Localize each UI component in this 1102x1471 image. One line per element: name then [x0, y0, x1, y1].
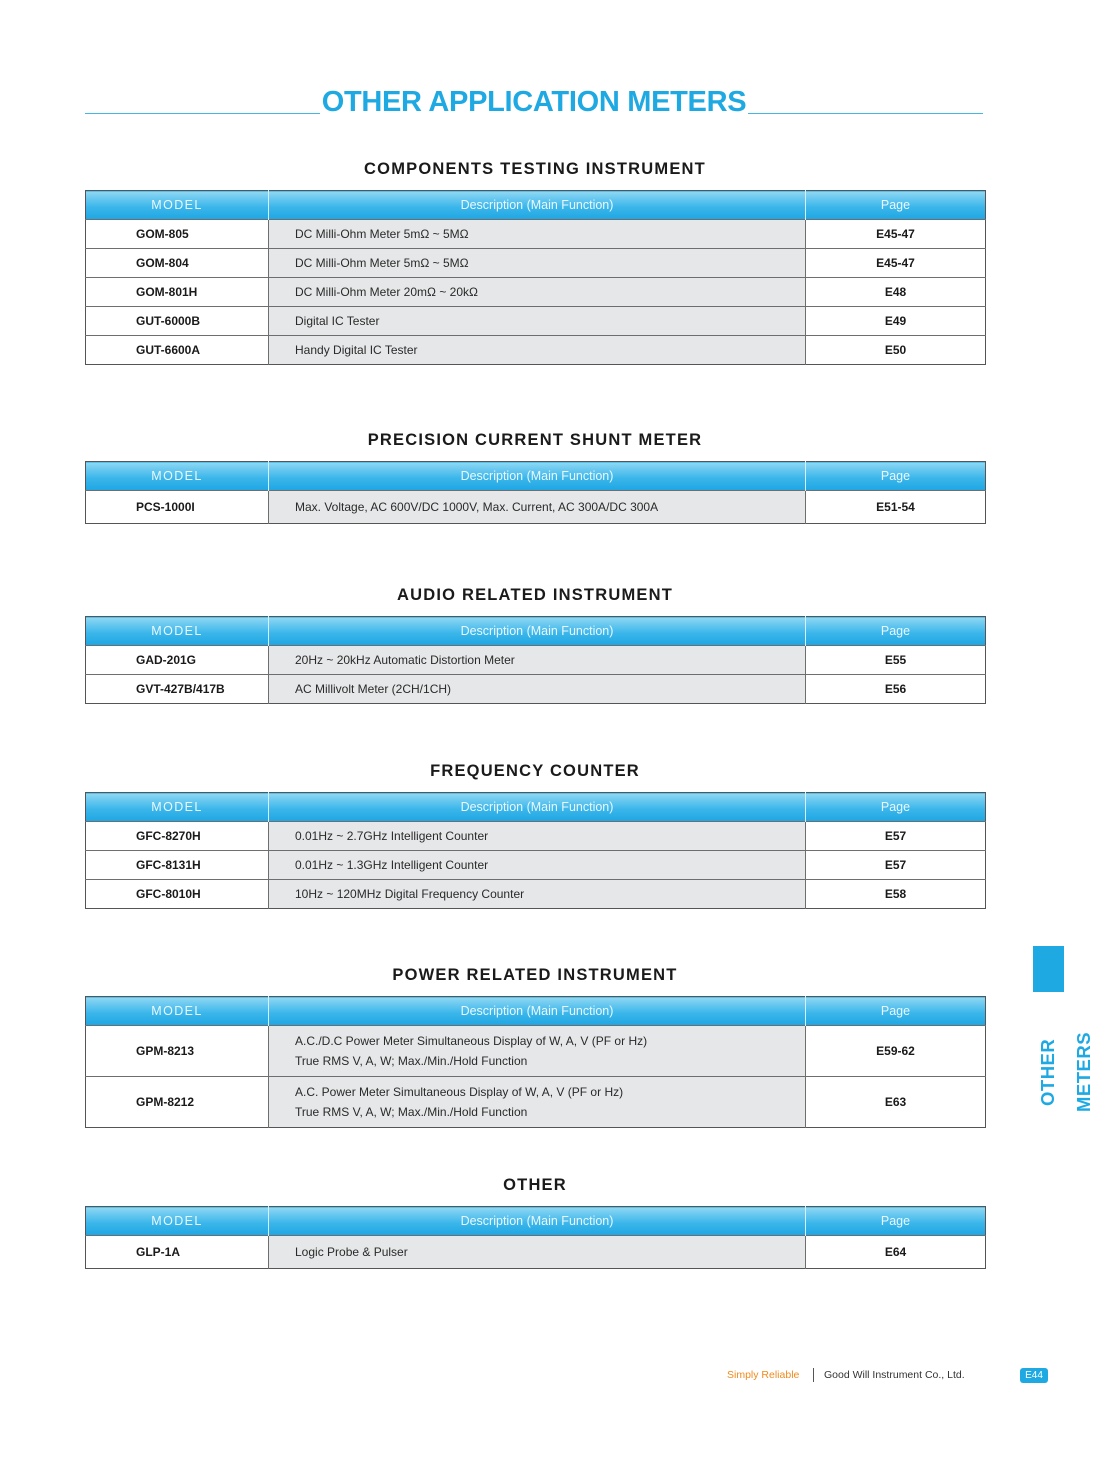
- table-row: [86, 1077, 986, 1128]
- header-description: Description (Main Function): [269, 793, 806, 822]
- header-model: MODEL: [86, 462, 269, 491]
- header-description: Description (Main Function): [269, 997, 806, 1026]
- header-page: Page: [806, 462, 986, 491]
- description-line: True RMS V, A, W; Max./Min./Hold Function: [295, 1105, 528, 1119]
- section-title: OTHER: [503, 1176, 567, 1194]
- page-cell: E64: [806, 1236, 986, 1269]
- section-power-related: [85, 964, 985, 1128]
- side-tab-marker: [1033, 946, 1064, 992]
- description-cell: Handy Digital IC Tester: [269, 336, 806, 365]
- header-model: MODEL: [86, 617, 269, 646]
- page-cell: E45-47: [806, 249, 986, 278]
- table-row: [86, 491, 986, 524]
- description-cell: [269, 1026, 806, 1077]
- description-cell: [269, 1077, 806, 1128]
- model-cell: GPM-8212: [86, 1077, 269, 1128]
- description-line: A.C. Power Meter Simultaneous Display of W, A, V (PF or Hz): [295, 1085, 624, 1099]
- table-row: [86, 880, 986, 909]
- section-components-testing: [85, 158, 985, 365]
- table-header-row: [86, 997, 986, 1026]
- spec-table: [85, 616, 986, 704]
- page-cell: E45-47: [806, 220, 986, 249]
- description-cell: 20Hz ~ 20kHz Automatic Distortion Meter: [269, 646, 806, 675]
- header-page: Page: [806, 617, 986, 646]
- header-page: Page: [806, 1207, 986, 1236]
- description-cell: DC Milli-Ohm Meter 5mΩ ~ 5MΩ: [269, 220, 806, 249]
- spec-table: [85, 190, 986, 365]
- description-cell: Max. Voltage, AC 600V/DC 1000V, Max. Current, AC 300A/DC 300A: [269, 491, 806, 524]
- section-precision-current-shunt: [85, 429, 985, 524]
- table-header-row: [86, 191, 986, 220]
- table-row: [86, 220, 986, 249]
- page-cell: E55: [806, 646, 986, 675]
- footer-company: Good Will Instrument Co., Ltd.: [824, 1369, 965, 1381]
- table-row: [86, 646, 986, 675]
- model-cell: GAD-201G: [86, 646, 269, 675]
- header-description: Description (Main Function): [269, 462, 806, 491]
- spec-table: [85, 792, 986, 909]
- table-row: [86, 1026, 986, 1077]
- model-cell: GFC-8010H: [86, 880, 269, 909]
- footer-slogan: Simply Reliable: [727, 1369, 800, 1381]
- table-row: [86, 249, 986, 278]
- description-cell: 10Hz ~ 120MHz Digital Frequency Counter: [269, 880, 806, 909]
- model-cell: GOM-805: [86, 220, 269, 249]
- section-audio-related: [85, 584, 985, 704]
- model-cell: GVT-427B/417B: [86, 675, 269, 704]
- page-cell: E57: [806, 822, 986, 851]
- table-header-row: [86, 617, 986, 646]
- description-cell: DC Milli-Ohm Meter 20mΩ ~ 20kΩ: [269, 278, 806, 307]
- description-cell: AC Millivolt Meter (2CH/1CH): [269, 675, 806, 704]
- page-cell: E50: [806, 336, 986, 365]
- model-cell: GUT-6600A: [86, 336, 269, 365]
- header-page: Page: [806, 793, 986, 822]
- section-title: COMPONENTS TESTING INSTRUMENT: [364, 160, 706, 178]
- header-description: Description (Main Function): [269, 191, 806, 220]
- model-cell: GUT-6000B: [86, 307, 269, 336]
- description-cell: 0.01Hz ~ 1.3GHz Intelligent Counter: [269, 851, 806, 880]
- page-title: OTHER APPLICATION METERS: [321, 86, 747, 118]
- header-model: MODEL: [86, 1207, 269, 1236]
- table-header-row: [86, 793, 986, 822]
- model-cell: GFC-8131H: [86, 851, 269, 880]
- description-cell: 0.01Hz ~ 2.7GHz Intelligent Counter: [269, 822, 806, 851]
- description-cell: Logic Probe & Pulser: [269, 1236, 806, 1269]
- section-title: FREQUENCY COUNTER: [430, 762, 640, 780]
- table-header-row: [86, 1207, 986, 1236]
- description-line: A.C./D.C Power Meter Simultaneous Display of W, A, V (PF or Hz): [295, 1034, 648, 1048]
- page-cell: E48: [806, 278, 986, 307]
- page-cell: E51-54: [806, 491, 986, 524]
- page-number-badge: E44: [1020, 1368, 1048, 1383]
- page-cell: E57: [806, 851, 986, 880]
- header-page: Page: [806, 191, 986, 220]
- table-row: [86, 278, 986, 307]
- table-row: [86, 675, 986, 704]
- table-row: [86, 307, 986, 336]
- page-cell: E56: [806, 675, 986, 704]
- page-cell: E59-62: [806, 1026, 986, 1077]
- model-cell: GPM-8213: [86, 1026, 269, 1077]
- section-frequency-counter: [85, 760, 985, 909]
- table-row: [86, 1236, 986, 1269]
- header-page: Page: [806, 997, 986, 1026]
- section-title: PRECISION CURRENT SHUNT METER: [367, 431, 703, 449]
- spec-table: [85, 996, 986, 1128]
- header-model: MODEL: [86, 191, 269, 220]
- table-row: [86, 822, 986, 851]
- header-model: MODEL: [86, 997, 269, 1026]
- header-description: Description (Main Function): [269, 1207, 806, 1236]
- model-cell: GOM-804: [86, 249, 269, 278]
- footer-divider: [813, 1368, 814, 1382]
- page-cell: E63: [806, 1077, 986, 1128]
- page-cell: E49: [806, 307, 986, 336]
- table-row: [86, 336, 986, 365]
- side-section-label: OTHER METERS: [1037, 1031, 1094, 1113]
- model-cell: GLP-1A: [86, 1236, 269, 1269]
- section-other: [85, 1174, 985, 1269]
- section-title: AUDIO RELATED INSTRUMENT: [397, 586, 673, 604]
- page-cell: E58: [806, 880, 986, 909]
- model-cell: GOM-801H: [86, 278, 269, 307]
- table-header-row: [86, 462, 986, 491]
- model-cell: GFC-8270H: [86, 822, 269, 851]
- header-model: MODEL: [86, 793, 269, 822]
- section-title: POWER RELATED INSTRUMENT: [392, 966, 678, 984]
- description-cell: Digital IC Tester: [269, 307, 806, 336]
- description-line: True RMS V, A, W; Max./Min./Hold Function: [295, 1054, 528, 1068]
- page-title-block: [85, 86, 983, 116]
- spec-table: [85, 1206, 986, 1269]
- header-description: Description (Main Function): [269, 617, 806, 646]
- spec-table: [85, 461, 986, 524]
- table-row: [86, 851, 986, 880]
- description-cell: DC Milli-Ohm Meter 5mΩ ~ 5MΩ: [269, 249, 806, 278]
- model-cell: PCS-1000I: [86, 491, 269, 524]
